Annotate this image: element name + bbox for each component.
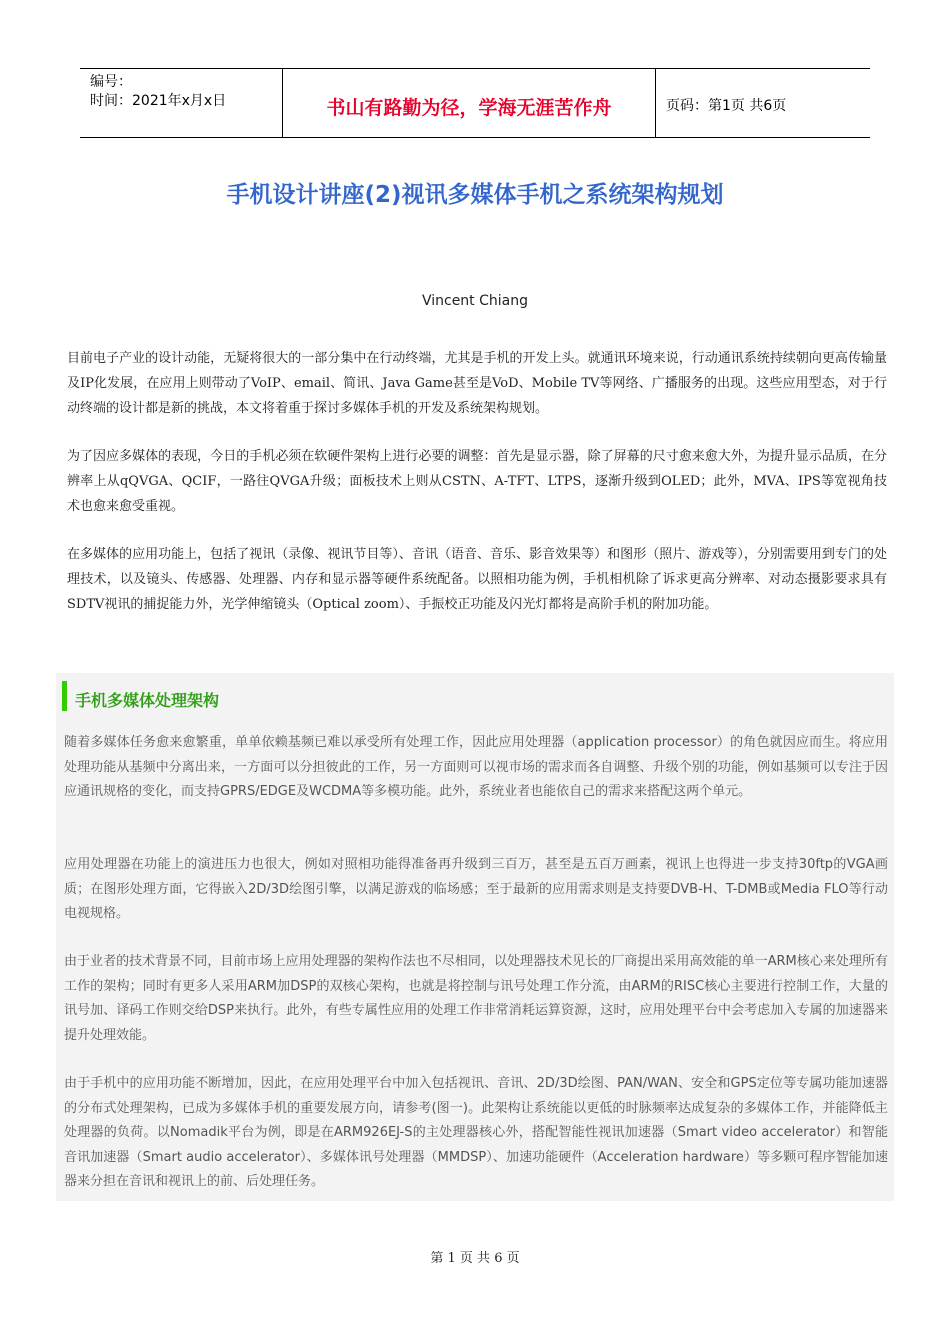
section-heading bbox=[62, 681, 219, 711]
header-number: 编号： bbox=[90, 74, 132, 90]
intro-paragraph-3: 在多媒体的应用功能上，包括了视讯（录像、视讯节目等）、音讯（语音、音乐、影音效果等）和图形（照片、游戏等），分别需要用到专门的处理技术，以及镜头、传感器、处理器、内存和显示器等硬件系统配备。以照相功能为例，手机相机除了诉求更高分辨率、对动态摄影要求具有SDTV视讯的捕捉能力外，光学伸缩镜头（Optical zoom）、手振校正功能及闪光灯都将是高阶手机的附加功能。 bbox=[67, 547, 887, 612]
section-paragraph-1: 随着多媒体任务愈来愈繁重，单单依赖基频已难以承受所有处理工作，因此应用处理器（application processor）的角色就因应而生。将应用处理功能从基频中分离出来，一方面可以分担彼此的工作，另一方面则可以视市场的需求而各自调整、升级个别的功能，例如基频可以专注于因应通讯规格的变化，而支持GPRS/EDGE及WCDMA等多模功能。此外，系统业者也能依自己的需求来搭配这两个单元。 bbox=[64, 735, 888, 799]
section-bar-marker bbox=[62, 681, 67, 711]
section-title: 手机多媒体处理架构 bbox=[75, 691, 220, 710]
section-paragraph-4: 由于手机中的应用功能不断增加，因此，在应用处理平台中加入包括视讯、音讯、2D/3D绘图、PAN/WAN、安全和GPS定位等专属功能加速器的分布式处理架构，已成为多媒体手机的重要发展方向，请参考(图一)。此架构让系统能以更低的时脉频率达成复杂的多媒体工作，并能降低主处理器的负荷。以Nomadik平台为例，即是在ARM926EJ-S的主处理器核心外，搭配智能性视讯加速器（Smart video accelerator）和智能音讯加速器（Smart audio accelerator）、多媒体讯号处理器（MMDSP）、加速功能硬件（Acceleration hardware）等多颗可程序智能加速器来分担在音讯和视讯上的前、后处理任务。 bbox=[64, 1076, 888, 1189]
header-meta bbox=[80, 69, 282, 137]
page-footer: 第 1 页 共 6 页 bbox=[430, 1251, 520, 1266]
section-paragraph-2: 应用处理器在功能上的演进压力也很大，例如对照相功能得准备再升级到三百万，甚至是五百万画素，视讯上也得进一步支持30ftp的VGA画质；在图形处理方面，它得嵌入2D/3D绘图引擎，以满足游戏的临场感；至于最新的应用需求则是支持要DVB-H、T-DMB或Media FLO等行动电视规格。 bbox=[64, 857, 888, 921]
document-title: 手机设计讲座(2)视讯多媒体手机之系统架构规划 bbox=[226, 182, 724, 208]
document-author: Vincent Chiang bbox=[421, 293, 529, 309]
header-time: 时间：2021年x月x日 bbox=[90, 93, 227, 109]
header-motto: 书山有路勤为径，学海无涯苦作舟 bbox=[282, 69, 656, 137]
section-paragraph-3: 由于业者的技术背景不同，目前市场上应用处理器的架构作法也不尽相同，以处理器技术见长的厂商提出采用高效能的单一ARM核心来处理所有工作的架构；同时有更多人采用ARM加DSP的双核心架构，也就是将控制与讯号处理工作分流，由ARM的RISC核心主要进行控制工作，大量的讯号加、译码工作则交给DSP来执行。此外，有些专属性应用的处理工作非常消耗运算资源，这时，应用处理平台中会考虑加入专属的加速器来提升处理效能。 bbox=[64, 954, 888, 1043]
header-page-number: 页码：第1页 共6页 bbox=[666, 98, 787, 114]
header-table bbox=[80, 68, 870, 138]
intro-paragraph-1: 目前电子产业的设计动能，无疑将很大的一部分集中在行动终端，尤其是手机的开发上头。就通讯环境来说，行动通讯系统持续朝向更高传输量及IP化发展，在应用上则带动了VoIP、email、简讯、Java Game甚至是VoD、Mobile TV等网络、广播服务的出现。这些应用型态，对于行动终端的设计都是新的挑战，本文将着重于探讨多媒体手机的开发及系统架构规划。 bbox=[67, 351, 887, 416]
intro-paragraph-2: 为了因应多媒体的表现，今日的手机必须在软硬件架构上进行必要的调整：首先是显示器，除了屏幕的尺寸愈来愈大外，为提升显示品质，在分辨率上从qQVGA、QCIF，一路往QVGA升级；面板技术上则从CSTN、A-TFT、LTPS，逐渐升级到OLED；此外，MVA、IPS等宽视角技术也愈来愈受重视。 bbox=[67, 449, 887, 514]
